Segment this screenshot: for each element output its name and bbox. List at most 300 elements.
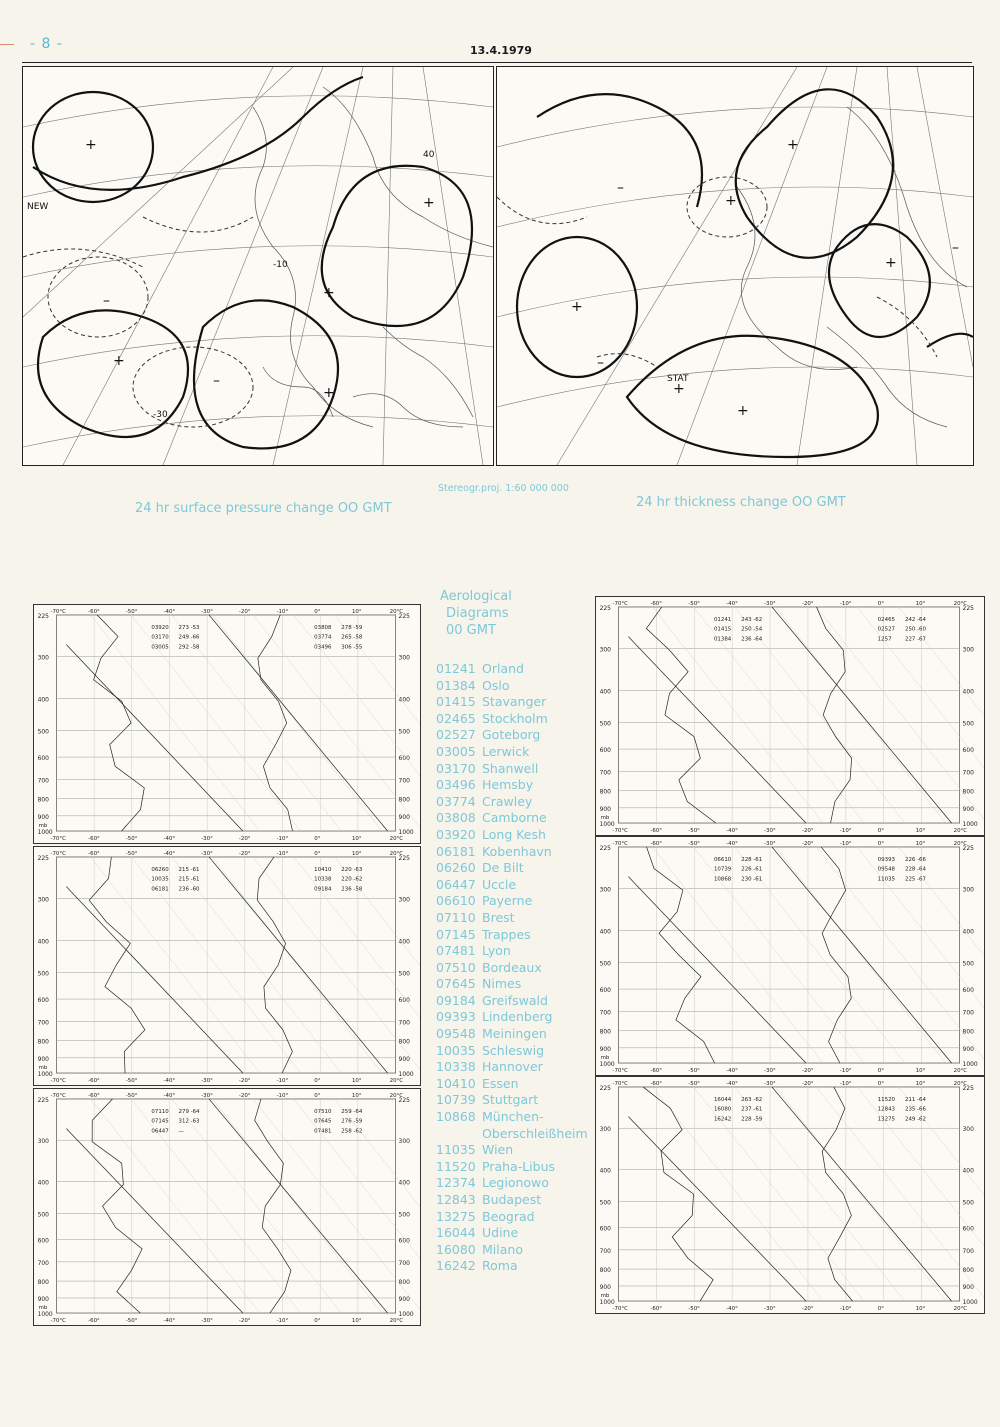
pressure-tick-label: 300: [398, 896, 410, 904]
station-item: [436, 1159, 596, 1176]
station-code-label: 07481: [314, 1128, 332, 1135]
station-code: 01241: [436, 661, 476, 676]
temp-tick-label: -10°: [276, 1318, 289, 1325]
pressure-tick-label: 400: [962, 688, 974, 696]
temp-tick-label: 10°: [915, 1080, 926, 1087]
svg-text:+: +: [113, 353, 125, 369]
temp-tick-label: -20°: [238, 1318, 251, 1325]
station-name: Camborne: [482, 810, 547, 826]
pressure-tick-label: 400: [599, 688, 611, 696]
station-code: 16080: [436, 1241, 476, 1257]
pressure-tick-label: 700: [962, 769, 974, 777]
pressure-tick-label: 600: [398, 1237, 410, 1245]
tropopause-value: 265 -58: [341, 634, 363, 641]
station-code: 12374: [436, 1175, 476, 1191]
temp-tick-label: 20°C: [389, 836, 404, 843]
pressure-unit-label: mb: [38, 1305, 48, 1312]
svg-text:+: +: [725, 193, 737, 209]
temp-tick-label: -30°: [764, 1080, 776, 1087]
temp-tick-label: -40°: [163, 1092, 176, 1099]
station-code: 07510: [436, 959, 476, 975]
sounding-curve: [628, 1117, 806, 1301]
temp-tick-label: -10°: [276, 1092, 289, 1099]
pressure-tick-label: 900: [37, 813, 49, 821]
tropopause-value: 215 -61: [178, 866, 200, 873]
temp-tick-label: 20°C: [389, 1078, 404, 1085]
svg-text:+: +: [323, 385, 335, 401]
station-code: [436, 1126, 482, 1143]
station-name: Hemsby: [482, 777, 534, 793]
station-name: Trappes: [482, 926, 531, 942]
temp-tick-label: 10°: [351, 1078, 362, 1085]
station-code: 01384: [436, 677, 476, 693]
station-item: [436, 810, 596, 827]
tropopause-value: 228 -61: [741, 856, 763, 863]
station-name: Essen: [482, 1075, 519, 1091]
svg-text:–: –: [103, 293, 110, 309]
station-item: [436, 1076, 596, 1093]
temp-tick-label: -70°C: [50, 1092, 66, 1099]
station-name: Goteborg: [482, 727, 541, 743]
pressure-tick-label: 600: [37, 997, 49, 1005]
diagram-svg-5: [596, 837, 984, 1075]
temp-tick-label: 0°: [314, 1318, 321, 1325]
station-code: 07110: [436, 909, 476, 925]
pressure-tick-label: 900: [37, 1295, 49, 1303]
station-code: 06181: [436, 843, 476, 859]
station-code: 03920: [436, 826, 476, 842]
thickness-caption: 24 hr thickness change OO GMT: [636, 495, 846, 510]
page-date: 13.4.1979: [470, 44, 532, 57]
temp-tick-label: -40°: [726, 1306, 738, 1313]
pressure-tick-label: 900: [398, 1295, 410, 1303]
pressure-tick-label: 300: [599, 886, 611, 894]
station-code-label: 10035: [151, 876, 169, 883]
station-code-label: 12843: [877, 1106, 896, 1113]
pressure-tick-label: 1000: [398, 1311, 414, 1319]
temp-tick-label: -60°: [650, 828, 663, 835]
temp-tick-label: 10°: [915, 1306, 926, 1313]
station-name: Payerne: [482, 893, 533, 909]
station-code: 06260: [436, 860, 476, 876]
station-name: Oslo: [482, 677, 510, 693]
station-item: [436, 744, 596, 761]
pressure-tick-label: 500: [37, 728, 49, 736]
station-name: Hannover: [482, 1059, 543, 1075]
station-item: [436, 1142, 596, 1159]
pressure-tick-label: 700: [398, 1019, 410, 1027]
station-item: [436, 777, 596, 794]
station-item: [436, 943, 596, 960]
temp-tick-label: -20°: [802, 1306, 814, 1313]
station-item: [436, 844, 596, 861]
pressure-tick-label: 900: [599, 1045, 611, 1053]
station-item: [436, 661, 596, 678]
page-number: - 8 -: [30, 36, 63, 52]
temp-tick-label: -70°C: [612, 828, 628, 835]
temp-tick-label: -10°: [276, 850, 289, 857]
temp-tick-label: -20°: [238, 608, 251, 615]
temp-tick-label: 20°C: [953, 1068, 968, 1075]
pressure-tick-label: 800: [962, 788, 974, 796]
pressure-tick-label: 900: [962, 805, 974, 813]
station-item: [436, 893, 596, 910]
svg-text:40: 40: [423, 150, 435, 160]
svg-text:–: –: [617, 180, 624, 196]
temp-tick-label: -40°: [163, 850, 176, 857]
pressure-tick-label: 1000: [962, 1299, 978, 1307]
pressure-tick-label: 400: [599, 1167, 611, 1175]
temp-tick-label: -40°: [163, 836, 176, 843]
temp-tick-label: 0°: [314, 1092, 321, 1099]
pressure-tick-label: 225: [962, 604, 974, 612]
temp-tick-label: -60°: [650, 1306, 663, 1313]
temp-tick-label: -10°: [839, 840, 852, 847]
temp-tick-label: -40°: [726, 1080, 738, 1087]
aerological-diagram-2: [33, 846, 421, 1086]
station-item: [436, 1209, 596, 1226]
station-code: 09548: [436, 1026, 476, 1042]
pressure-tick-label: 900: [962, 1045, 974, 1053]
station-name: Lyon: [482, 943, 511, 959]
tropopause-value: 236 -64: [741, 636, 763, 643]
temp-tick-label: -10°: [276, 836, 289, 843]
temp-tick-label: -60°: [650, 600, 663, 607]
station-code-label: 02465: [877, 616, 896, 623]
tropopause-value: 242 -64: [904, 616, 926, 623]
station-item: [436, 761, 596, 778]
temp-tick-label: -30°: [201, 836, 213, 843]
temp-tick-label: 10°: [915, 840, 926, 847]
svg-text:NEW: NEW: [27, 202, 49, 212]
pressure-tick-label: 800: [398, 796, 410, 804]
station-name: De Bilt: [482, 860, 524, 876]
top-rule: [22, 62, 972, 63]
temp-tick-label: 10°: [915, 1068, 926, 1075]
tropopause-value: 228 -64: [904, 866, 926, 873]
pressure-tick-label: 1000: [37, 1071, 53, 1079]
pressure-tick-label: 1000: [398, 1071, 414, 1079]
station-code-label: 03005: [151, 644, 169, 651]
station-code: 03496: [436, 777, 476, 793]
station-name: Legionowo: [482, 1175, 549, 1191]
pressure-tick-label: 300: [398, 654, 410, 662]
pressure-tick-label: 1000: [599, 1061, 615, 1069]
station-code-label: 11035: [877, 876, 896, 883]
temp-tick-label: -70°C: [612, 600, 628, 607]
pressure-tick-label: 225: [398, 1096, 410, 1104]
station-code: 11520: [436, 1158, 476, 1174]
pressure-tick-label: 1000: [37, 829, 53, 837]
station-code-label: 09184: [314, 886, 332, 893]
station-code-label: 07645: [314, 1118, 332, 1125]
station-code-label: 09548: [877, 866, 896, 873]
pressure-tick-label: 500: [37, 970, 49, 978]
temp-tick-label: -70°C: [50, 836, 66, 843]
svg-text:-30: -30: [153, 410, 168, 420]
pressure-tick-label: 800: [599, 1028, 611, 1036]
diagram-svg-3: [34, 1089, 420, 1325]
temp-tick-label: -40°: [726, 840, 738, 847]
temp-tick-label: -60°: [88, 608, 100, 615]
station-code-label: 10410: [314, 866, 332, 873]
diagram-svg-2: [34, 847, 420, 1085]
station-name: Nimes: [482, 976, 522, 992]
pressure-tick-label: 700: [599, 1009, 611, 1017]
station-item: [436, 1009, 596, 1026]
pressure-tick-label: 600: [398, 755, 410, 763]
tropopause-value: 228 -59: [741, 1116, 763, 1123]
pressure-tick-label: 300: [37, 896, 49, 904]
pressure-tick-label: 800: [599, 788, 611, 796]
temp-tick-label: 0°: [877, 1080, 884, 1087]
tropopause-value: 259 -64: [341, 1108, 363, 1115]
temp-tick-label: -40°: [163, 1318, 176, 1325]
station-name: Budapest: [482, 1192, 542, 1207]
station-code: 09393: [436, 1009, 476, 1025]
svg-text:-10: -10: [273, 260, 288, 270]
temp-tick-label: -70°C: [612, 1306, 628, 1313]
pressure-tick-label: 1000: [37, 1311, 53, 1319]
temp-tick-label: -50°: [688, 1080, 700, 1087]
tropopause-value: 249 -62: [904, 1116, 926, 1123]
station-code: 10338: [436, 1059, 476, 1075]
pressure-tick-label: 225: [37, 612, 49, 620]
pressure-tick-label: 400: [398, 696, 410, 704]
tropopause-value: 263 -62: [741, 1096, 763, 1103]
temp-tick-label: -10°: [276, 1078, 289, 1085]
temp-tick-label: 20°C: [953, 1306, 968, 1313]
thickness-change-map: [496, 66, 974, 466]
station-item: [436, 1225, 596, 1242]
tropopause-value: 230 -61: [741, 876, 763, 883]
tropopause-value: 237 -61: [741, 1106, 763, 1113]
station-code-label: 07510: [314, 1108, 332, 1115]
temp-tick-label: -30°: [764, 1068, 776, 1075]
station-code: 09184: [436, 992, 476, 1008]
station-code-label: 1257: [877, 636, 892, 643]
temp-tick-label: -50°: [688, 1068, 700, 1075]
svg-text:+: +: [423, 195, 435, 211]
station-item: [436, 1026, 596, 1043]
temp-tick-label: -30°: [201, 608, 213, 615]
station-item: [436, 1192, 596, 1209]
legend-title: Aerological: [440, 589, 512, 604]
pressure-tick-label: 500: [37, 1211, 49, 1219]
station-item: [436, 1175, 596, 1192]
station-name: Wien: [482, 1142, 514, 1158]
temp-tick-label: 10°: [351, 1318, 362, 1325]
station-code: 03808: [436, 810, 476, 826]
temp-tick-label: -20°: [802, 1068, 814, 1075]
temp-tick-label: -70°C: [612, 1068, 628, 1075]
station-item: [436, 711, 596, 728]
pressure-tick-label: 600: [599, 1225, 611, 1233]
pressure-tick-label: 300: [599, 646, 611, 654]
station-name: Milano: [482, 1241, 523, 1257]
pressure-tick-label: 900: [37, 1055, 49, 1063]
station-name: Stockholm: [482, 710, 548, 726]
aerological-diagram-1: [33, 604, 421, 844]
temp-tick-label: 20°C: [953, 828, 968, 835]
pressure-tick-label: 700: [599, 1247, 611, 1255]
station-name: Stuttgart: [482, 1092, 539, 1108]
diagram-svg-6: [596, 1077, 984, 1313]
pressure-tick-label: 800: [37, 1279, 49, 1287]
pressure-tick-label: 700: [398, 1259, 410, 1267]
tropopause-value: 250 -54: [741, 626, 763, 633]
sounding-curve: [66, 645, 243, 831]
temp-tick-label: -40°: [726, 828, 738, 835]
station-name: Stavanger: [482, 694, 547, 710]
temp-tick-label: -60°: [650, 1068, 663, 1075]
pressure-tick-label: 400: [962, 928, 974, 936]
temp-tick-label: -70°C: [612, 840, 628, 847]
temp-tick-label: -50°: [125, 608, 138, 615]
station-item: [436, 1109, 596, 1126]
tropopause-value: 225 -67: [904, 876, 926, 883]
svg-text:+: +: [571, 299, 583, 315]
pressure-tick-label: 900: [962, 1283, 974, 1291]
temp-tick-label: -30°: [201, 1078, 213, 1085]
station-code: 03005: [436, 743, 476, 759]
station-name: Oberschleißheim: [482, 1125, 588, 1141]
tropopause-value: 292 -58: [178, 644, 200, 651]
temp-tick-label: -10°: [839, 1068, 852, 1075]
temp-tick-label: -50°: [688, 840, 700, 847]
tropopause-value: —: [178, 1128, 184, 1135]
temp-tick-label: 20°C: [953, 1080, 968, 1087]
temp-tick-label: 0°: [314, 608, 321, 615]
station-item: [436, 1059, 596, 1076]
aerological-legend: [436, 588, 596, 1275]
pressure-tick-label: 225: [962, 844, 974, 852]
pressure-tick-label: 800: [398, 1279, 410, 1287]
temp-tick-label: 20°C: [953, 600, 968, 607]
station-code-label: 06447: [151, 1128, 169, 1135]
tropopause-value: 258 -62: [341, 1128, 363, 1135]
pressure-tick-label: 500: [398, 1211, 410, 1219]
pressure-tick-label: 900: [398, 813, 410, 821]
station-name: Uccle: [482, 876, 517, 892]
aerological-diagram-5: [595, 836, 985, 1076]
temp-tick-label: -50°: [125, 1078, 138, 1085]
pressure-tick-label: 700: [962, 1247, 974, 1255]
station-item: [436, 860, 596, 877]
tropopause-value: 273 -53: [178, 624, 200, 631]
pressure-tick-label: 300: [599, 1126, 611, 1134]
station-code: 06447: [436, 876, 476, 892]
pressure-tick-label: 800: [599, 1267, 611, 1275]
legend-time: 00 GMT: [446, 623, 496, 638]
temp-tick-label: -40°: [726, 1068, 738, 1075]
svg-text:+: +: [737, 403, 749, 419]
station-code: 07645: [436, 976, 476, 992]
station-item: [436, 794, 596, 811]
station-item: [436, 910, 596, 927]
pressure-tick-label: 400: [599, 928, 611, 936]
station-name: Brest: [482, 909, 515, 925]
temp-tick-label: 10°: [915, 828, 926, 835]
svg-text:–: –: [597, 355, 604, 371]
svg-text:–: –: [952, 240, 959, 256]
temp-tick-label: -20°: [802, 840, 814, 847]
station-code-label: 03774: [314, 634, 332, 641]
station-item: [436, 927, 596, 944]
station-code-label: 16080: [713, 1106, 732, 1113]
pressure-tick-label: 500: [962, 1199, 974, 1207]
temp-tick-label: -60°: [88, 1078, 100, 1085]
station-name: Greifswald: [482, 992, 548, 1008]
temp-tick-label: -70°C: [50, 1318, 66, 1325]
svg-text:–: –: [213, 373, 220, 389]
station-code-label: 03496: [314, 644, 332, 651]
pressure-tick-label: 225: [398, 612, 410, 620]
pressure-tick-label: 800: [37, 796, 49, 804]
map-high-symbol-1: +: [85, 137, 97, 153]
surface-pressure-change-map: [22, 66, 494, 466]
temp-tick-label: -20°: [802, 828, 814, 835]
temp-tick-label: -30°: [764, 840, 776, 847]
temp-tick-label: -30°: [764, 600, 776, 607]
pressure-tick-label: 225: [962, 1084, 974, 1092]
temp-tick-label: -10°: [839, 600, 852, 607]
temp-tick-label: -20°: [802, 600, 814, 607]
pressure-tick-label: 500: [599, 720, 611, 728]
temp-tick-label: -20°: [238, 1078, 251, 1085]
station-code: 16242: [436, 1258, 476, 1274]
pressure-tick-label: 500: [599, 1199, 611, 1207]
svg-text:+: +: [323, 285, 335, 301]
station-item: [436, 877, 596, 894]
temp-tick-label: 0°: [877, 828, 885, 835]
pressure-unit-label: mb: [38, 1065, 48, 1072]
pressure-tick-label: 400: [37, 1179, 49, 1187]
pressure-tick-label: 800: [398, 1038, 410, 1046]
temp-tick-label: -40°: [726, 600, 738, 607]
temp-tick-label: -30°: [764, 1306, 776, 1313]
temp-tick-label: 20°C: [953, 840, 968, 847]
tropopause-value: 250 -60: [904, 626, 926, 633]
temp-tick-label: -60°: [88, 1092, 100, 1099]
pressure-unit-label: mb: [600, 815, 610, 822]
pressure-tick-label: 300: [37, 654, 49, 662]
station-item: [436, 1258, 596, 1275]
diagram-svg-1: [34, 605, 420, 843]
temp-tick-label: -50°: [125, 850, 138, 857]
svg-text:+: +: [673, 381, 685, 397]
temp-tick-label: 0°: [314, 850, 321, 857]
temp-tick-label: -70°C: [612, 1080, 628, 1087]
pressure-unit-label: mb: [600, 1055, 610, 1062]
station-code-label: 03808: [314, 624, 332, 631]
temp-tick-label: 10°: [351, 850, 362, 857]
temp-tick-label: -50°: [688, 600, 700, 607]
pressure-tick-label: 600: [37, 755, 49, 763]
tropopause-value: 306 -55: [341, 644, 363, 651]
station-item: [436, 976, 596, 993]
pressure-tick-label: 600: [398, 997, 410, 1005]
temp-tick-label: -50°: [688, 828, 700, 835]
pressure-tick-label: 700: [398, 777, 410, 785]
pressure-tick-label: 225: [37, 1096, 49, 1104]
station-code-label: 10739: [713, 866, 732, 873]
sounding-curve: [628, 877, 806, 1063]
surface-pressure-caption: 24 hr surface pressure change OO GMT: [135, 501, 392, 516]
temp-tick-label: -30°: [764, 828, 776, 835]
pressure-tick-label: 700: [37, 1019, 49, 1027]
pressure-tick-label: 600: [962, 987, 974, 995]
